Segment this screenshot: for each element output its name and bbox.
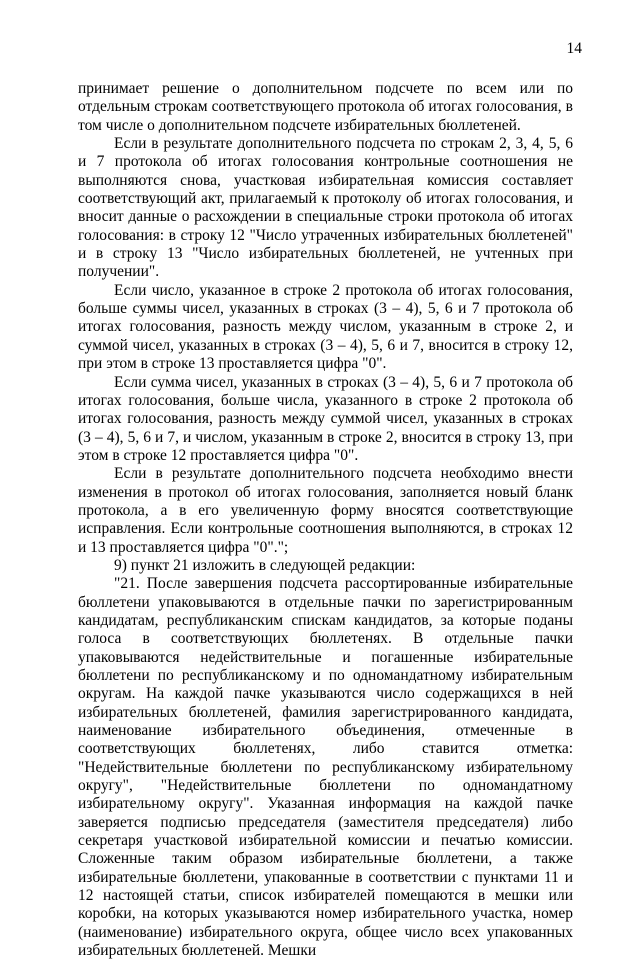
paragraph-line2-greater: Если число, указанное в строке 2 протокола об итогах голосования, больше суммы чисел, указанных в строках (3 – 4), 5, 6 и 7 протокола об итогах голосования, разность между числом, указанным в строке 2, и суммой чисел, указанных в строках (3 – 4), 5, 6 и 7, вносится в строку 12, при этом в строке 13 проставляется цифра "0".	[78, 281, 573, 373]
document-body	[78, 80, 573, 961]
page-number: 14	[566, 40, 582, 57]
paragraph-sum-greater: Если сумма чисел, указанных в строках (3 – 4), 5, 6 и 7 протокола об итогах голосования, больше числа, указанного в строке 2 протокола об итогах голосования, разность между суммой чисел, указанных в строках (3 – 4), 5, 6 и 7, и числом, указанным в строке 2, вносится в строку 13, при этом в строке 12 проставляется цифра "0".	[78, 373, 573, 464]
paragraph-continuation: принимает решение о дополнительном подсчете по всем или по отдельным строкам соответствующего протокола об итогах голосования, в том числе о дополнительном подсчете избирательных бюллетеней.	[78, 80, 573, 134]
paragraph-item-9: 9) пункт 21 изложить в следующей редакции:	[114, 556, 416, 574]
paragraph-clause-21: "21. После завершения подсчета рассортированные избирательные бюллетени упаковываются в отдельные пачки по зарегистрированным кандидатам, республиканским спискам кандидатов, за которые поданы голоса в соответствующих бюллетенях. В отдельные пачки упаковываются недействительные и погашенные избирательные бюллетени по республиканскому и по одномандатному избирательным округам. На каждой пачке указываются число содержащихся в ней избирательных бюллетеней, фамилия зарегистрированного кандидата, наименование избирательного объединения, отмеченные в соответствующих бюллетенях, либо ставится отметка: "Недействительные бюллетени по республиканскому избирательному округу", "Недействительные бюллетени по одномандатному избирательному округу". Указанная информация на каждой пачке заверяется подписью председателя (заместителя председателя) либо секретаря участковой избирательной комиссии и печатью комиссии. Сложенные таким образом избирательные бюллетени, а также избирательные бюллетени, упакованные в соответствии с пунктами 11 и 12 настоящей статьи, список избирателей помещаются в мешки или коробки, на которых указываются номер избирательного участка, номер (наименование) избирательного округа, общее число всех упакованных избирательных бюллетеней. Мешки	[78, 575, 573, 960]
paragraph-new-protocol: Если в результате дополнительного подсчета необходимо внести изменения в протокол об итогах голосования, заполняется новый бланк протокола, а в его увеличенную форму вносятся соответствующие исправления. Если контрольные соотношения выполняются, в строках 12 и 13 проставляется цифра "0".";	[78, 465, 573, 556]
paragraph-recount-discrepancy: Если в результате дополнительного подсчета по строкам 2, 3, 4, 5, 6 и 7 протокола об итогах голосования контрольные соотношения не выполняются снова, участковая избирательная комиссия составляет соответствующий акт, прилагаемый к протоколу об итогах голосования, и вносит данные о расхождении в специальные строки протокола об итогах голосования: в строку 12 "Число утраченных избирательных бюллетеней" и в строку 13 "Число избирательных бюллетеней, не учтенных при получении".	[78, 135, 573, 281]
